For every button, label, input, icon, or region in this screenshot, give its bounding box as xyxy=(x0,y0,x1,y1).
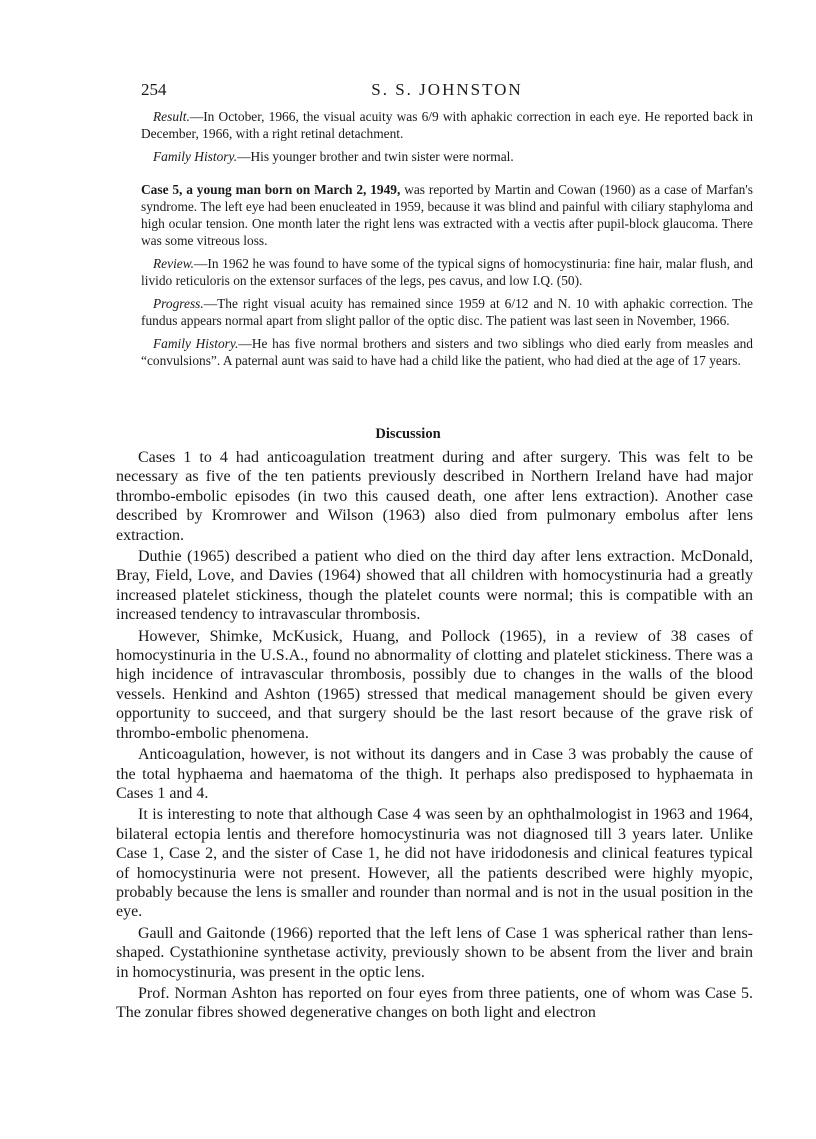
discussion-body xyxy=(116,448,753,1025)
case5-family-paragraph xyxy=(141,335,753,369)
discussion-paragraph: Cases 1 to 4 had anticoagulation treatment during and after surgery. This was felt to be necessary as five of the ten patients previously described in Northern Ireland have had major thrombo-embolic episodes (in two this caused death, one after lens extraction). Another case described by Kromrower and Wilson (1963) also died from pulmonary embolus after lens extraction. xyxy=(116,449,753,544)
case4-family-paragraph xyxy=(141,148,753,165)
case5-intro-text: was reported by Martin and Cowan (1960) as a case of Marfan's syndrome. The left eye had been enucleated in 1959, because it was blind and painful with ciliary staphyloma and high ocular tension. One month later the right lens was extracted with a vectis after pupil-block glaucoma. There was some vitreous loss. xyxy=(141,182,753,248)
review-text: —In 1962 he was found to have some of the typical signs of homocystinuria: fine hair, malar flush, and livido reticuloris on the extensor surfaces of the legs, pes cavus, and low I.Q. (50). xyxy=(141,256,753,288)
discussion-paragraph: Duthie (1965) described a patient who died on the third day after lens extraction. McDonald, Bray, Field, Love, and Davies (1964) showed that all children with homocystinuria had a greatly increased platelet stickiness, though the platelet counts were normal; this is compatible with an increased tendency to intravascular thrombosis. xyxy=(116,548,753,624)
running-header xyxy=(141,80,753,102)
running-author: S. S. JOHNSTON xyxy=(371,80,523,99)
result-text: —In October, 1966, the visual acuity was 6/9 with aphakic correction in each eye. He reported back in December, 1966, with a right retinal detachment. xyxy=(141,109,753,141)
discussion-paragraph: It is interesting to note that although Case 4 was seen by an ophthalmologist in 1963 and 1964, bilateral ectopia lentis and therefore homocystinuria was not diagnosed till 3 years later. Unlike Case 1, Case 2, and the sister of Case 1, he did not have iridodonesis and clinical features typical of homocystinuria were not present. However, all the patients described were highly myopic, probably because the lens is smaller and rounder than normal and is not in the usual position in the eye. xyxy=(116,806,753,921)
result-paragraph xyxy=(141,108,753,142)
progress-paragraph xyxy=(141,295,753,329)
discussion-paragraph: However, Shimke, McKusick, Huang, and Pollock (1965), in a review of 38 cases of homocystinuria in the U.S.A., found no abnormality of clotting and platelet stickiness. There was a high incidence of intravascular thrombosis, possibly due to changes in the walls of the blood vessels. Henkind and Ashton (1965) stressed that medical management should be given every opportunity to succeed, and that surgery should be the last resort because of the grave risk of thrombo-embolic phenomena. xyxy=(116,627,753,742)
page-number: 254 xyxy=(141,80,167,99)
case5-intro-bold: Case 5, a young man born on March 2, 1949, xyxy=(141,182,401,197)
progress-label: Progress. xyxy=(153,296,204,311)
case4-family-label: Family History. xyxy=(153,149,238,164)
case5-intro-paragraph xyxy=(141,181,753,249)
case5-family-label: Family History. xyxy=(153,336,239,351)
result-label: Result. xyxy=(153,109,190,124)
case5-section xyxy=(141,181,753,369)
case4-family-text: —His younger brother and twin sister were normal. xyxy=(237,149,514,164)
discussion-paragraph: Prof. Norman Ashton has reported on four eyes from three patients, one of whom was Case 5. The zonular fibres showed degenerative changes on both light and electron xyxy=(116,984,753,1022)
review-paragraph xyxy=(141,255,753,289)
case5-family-text: —He has five normal brothers and sisters and two siblings who died early from measles and “convulsions”. A paternal aunt was said to have had a child like the patient, who had died at the age of 17 years. xyxy=(141,336,753,368)
case4-continuation xyxy=(141,108,753,165)
progress-text: —The right visual acuity has remained since 1959 at 6/12 and N. 10 with aphakic correction. The fundus appears normal apart from slight pallor of the optic disc. The patient was last seen in November, 1966. xyxy=(141,296,753,328)
discussion-paragraph: Gaull and Gaitonde (1966) reported that the left lens of Case 1 was spherical rather than lens-shaped. Cystathionine synthetase activity, previously shown to be absent from the liver and brain in homocystinuria, was present in the optic lens. xyxy=(116,924,753,981)
review-label: Review. xyxy=(153,256,195,271)
section-heading: Discussion xyxy=(375,426,441,442)
discussion-paragraph: Anticoagulation, however, is not without its dangers and in Case 3 was probably the cause of the total hyphaema and haematoma of the thigh. It perhaps also predisposed to hyphaemata in Cases 1 and 4. xyxy=(116,746,753,802)
